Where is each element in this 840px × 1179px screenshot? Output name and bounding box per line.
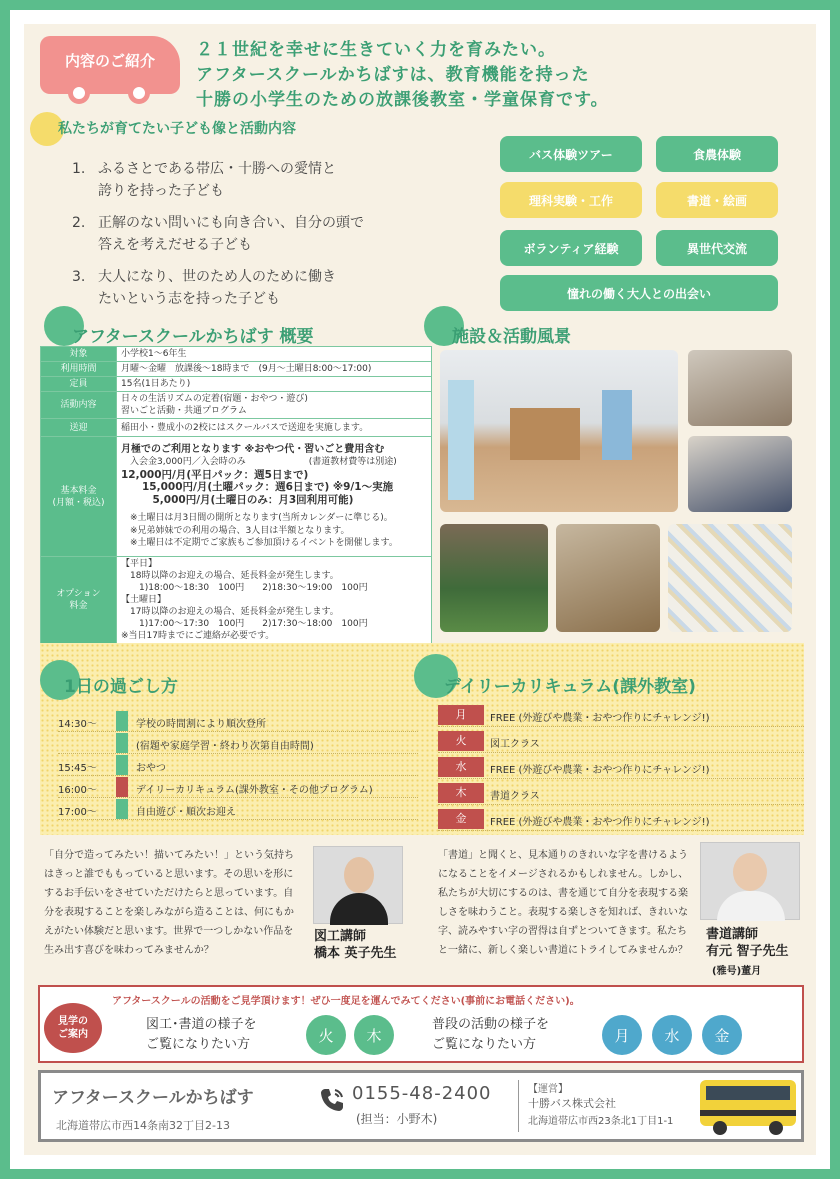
footer-contact-person: (担当：小野木) [356, 1112, 438, 1126]
fee-line: 5,000円/月(土曜日のみ：月3回利用可能) [121, 493, 354, 506]
weekday-label: 火 [438, 731, 484, 751]
operator-label: 【運営】 [528, 1084, 568, 1095]
fee-key: 基本料金 (月額・税込) [41, 437, 117, 557]
option-line: 1)17:00～17:30 100円 2)17:30～18:00 100円 [121, 619, 368, 629]
goal-number: 2. [72, 215, 86, 231]
divider [438, 804, 804, 805]
face-shape [733, 853, 767, 891]
divider [518, 1080, 519, 1132]
option-value [117, 557, 432, 644]
list-item [58, 776, 418, 798]
art-teacher-name: 橋本 英子先生 [314, 946, 397, 961]
visit-badge: 見学の ご案内 [44, 1003, 102, 1053]
schedule-time: 14:30～ [58, 719, 97, 730]
schedule-text: デイリーカリキュラム(課外教室・その他プログラム) [136, 785, 373, 796]
table-row [41, 377, 432, 392]
phone-icon [318, 1086, 346, 1114]
calligraphy-teacher-role: 書道講師 [706, 927, 759, 942]
bus-wheel-icon [68, 82, 90, 104]
schedule-time: 17:00～ [58, 807, 97, 818]
farm-photo [440, 524, 548, 632]
goal-number: 3. [72, 269, 86, 285]
option-line: ※当日17時までにご連絡が必要です。 [121, 631, 275, 641]
door-shape [602, 390, 632, 460]
day-circle: 月 [602, 1015, 642, 1055]
activity-tag: 食農体験 [656, 136, 778, 172]
fee-line: ※兄弟姉妹での利用の場合、3人目は半額となります。 [121, 525, 350, 536]
weekday-label: 月 [438, 705, 484, 725]
calligraphy-teacher-message: 「書道」と聞くと、見本通りのきれいな字を書けるようになることをイメージされるかもしれません。しかし、私たちが大切にするのは、書を通じて自分を表現する楽しさを味わうこと。表現する楽しさを知れば、きれいな字、読みやすい字の習得は自ずとついてきます。私たちと一緒に、新しく楽しい書道にトライしてみませんか？ [438, 850, 689, 956]
row-key: 活動内容 [41, 392, 117, 419]
bus-icon [696, 1074, 800, 1138]
fee-value [117, 437, 432, 557]
option-key: オプション 料金 [41, 557, 117, 644]
curriculum-text: 図工クラス [490, 739, 540, 750]
goal-text: 大人になり、世のため人のために働きたいという志を持った子ども [98, 269, 336, 307]
schedule-text: おやつ [136, 763, 166, 774]
overview-table [40, 346, 432, 644]
divider [438, 726, 804, 727]
visit-left-label: 図工･書道の様子を ご覧になりたい方 [146, 1017, 257, 1052]
schedule-text: 自由遊び・順次お迎え [136, 807, 236, 818]
intro-bus-badge [40, 36, 180, 94]
visit-right-label: 普段の活動の様子を ご覧になりたい方 [432, 1017, 550, 1052]
fee-line: ※土曜日は月3日間の開所となります(当所カレンダーに準じる)。 [121, 513, 393, 523]
list-item [438, 705, 804, 728]
kids-building-photo [688, 350, 792, 426]
headline [196, 38, 806, 113]
footer-school-name: アフタースクールかちばす [52, 1088, 254, 1108]
list-item [58, 754, 418, 776]
goal-text: ふるさとである帯広・十勝への愛情と誇りを持った子ども [98, 161, 336, 199]
row-value: 小学校1～6年生 [117, 347, 432, 362]
fee-line: 入会金3,000円／入会時のみ (書道教材費等は別途) [121, 457, 397, 467]
footer-phone[interactable]: 0155-48-2400 [352, 1083, 492, 1104]
schedule-time: 15:45～ [58, 763, 97, 774]
fee-line: 12,000円/月(平日パック：週5日まで) [121, 468, 309, 481]
calligraphy-teacher-alias: (雅号)董月 [712, 966, 762, 977]
artwork-photo [668, 524, 792, 632]
calligraphy-teacher-name: 有元 智子先生 [706, 944, 789, 959]
curriculum-title: デイリーカリキュラム(課外教室) [444, 677, 696, 697]
activity-tag: バス体験ツアー [500, 136, 642, 172]
goal-item [72, 266, 472, 310]
schedule-time: 16:00～ [58, 785, 97, 796]
weekday-label: 金 [438, 809, 484, 829]
table-row [41, 437, 432, 557]
row-key: 定員 [41, 377, 117, 392]
row-value: 月曜～金曜 放課後～18時まで (9月～土曜日8:00～17:00) [117, 362, 432, 377]
list-item [438, 809, 804, 832]
schedule-title: 1日の過ごし方 [64, 677, 178, 697]
fee-line: ※土曜日は不定期でご家族もご参加頂けるイベントを開催します。 [121, 538, 398, 548]
list-item [438, 731, 804, 754]
table-row [41, 392, 432, 419]
kids-drawing-photo [688, 436, 792, 512]
row-key: 利用時間 [41, 362, 117, 377]
day-circle: 金 [702, 1015, 742, 1055]
row-value: 15名(1日あたり) [117, 377, 432, 392]
schedule-bar [116, 733, 128, 753]
activity-tag: 理科実験・工作 [500, 182, 642, 218]
art-teacher-role: 図工講師 [314, 929, 367, 944]
calligraphy-teacher-portrait [700, 842, 800, 920]
activity-tag: 書道・絵画 [656, 182, 778, 218]
goal-number: 1. [72, 161, 86, 177]
schedule-bar [116, 777, 128, 797]
headline-line: 十勝の小学生のための放課後教室・学童保育です。 [196, 90, 609, 110]
option-line: 【土曜日】 [121, 595, 167, 605]
schedule-bar [116, 799, 128, 819]
list-item [58, 732, 418, 754]
day-circle: 水 [652, 1015, 692, 1055]
operator-name: 十勝バス株式会社 [528, 1097, 616, 1110]
curriculum-text: FREE (外遊びや農業・おやつ作りにチャレンジ!) [490, 713, 710, 724]
row-key: 送迎 [41, 419, 117, 437]
curriculum-text: 書道クラス [490, 791, 540, 802]
goal-text: 正解のない問いにも向き合い、自分の頭で答えを考えだせる子ども [98, 215, 364, 253]
headline-line: アフタースクールかちばすは、教育機能を持った [196, 65, 590, 85]
bus-wheel-icon [128, 82, 150, 104]
window-shape [448, 380, 474, 500]
divider [438, 752, 804, 753]
day-circle: 木 [354, 1015, 394, 1055]
overview-title: アフタースクールかちばす 概要 [72, 327, 314, 347]
art-teacher-portrait [313, 846, 403, 924]
divider [438, 830, 804, 831]
activity-tag: ボランティア経験 [500, 230, 642, 266]
footer-operator [528, 1083, 673, 1129]
list-item [58, 798, 418, 820]
schedule-list [58, 710, 418, 820]
footer-address: 北海道帯広市西14条南32丁目2-13 [56, 1119, 230, 1132]
curriculum-list [438, 705, 804, 835]
body-shape [330, 893, 388, 925]
visit-note: アフタースクールの活動をご見学頂けます！ぜひ一度足を運んでみてください(事前にお電話ください)。 [112, 996, 580, 1007]
table-row [41, 419, 432, 437]
option-line: 1)18:00～18:30 100円 2)18:30～19:00 100円 [121, 583, 368, 593]
schedule-text: (宿題や家庭学習・終わり次第自由時間) [136, 741, 314, 752]
option-line: 18時以降のお迎えの場合、延長料金が発生します。 [121, 571, 339, 581]
goals-list [72, 158, 472, 320]
weekday-label: 木 [438, 783, 484, 803]
row-value: 稲田小・豊成小の2校にはスクールバスで送迎を実施します。 [117, 419, 432, 437]
table-row [41, 362, 432, 377]
option-line: 【平日】 [121, 559, 158, 569]
schedule-bar [116, 711, 128, 731]
activity-tag: 異世代交流 [656, 230, 778, 266]
goal-item [72, 212, 472, 256]
row-value: 日々の生活リズムの定着(宿題・おやつ・遊び) 習いごと活動・共通プログラム [117, 392, 432, 419]
divider [58, 819, 418, 820]
face-shape [344, 857, 374, 893]
shelf-shape [510, 408, 580, 460]
weekday-label: 水 [438, 757, 484, 777]
divider [438, 778, 804, 779]
row-key: 対象 [41, 347, 117, 362]
list-item [438, 757, 804, 780]
option-line: 17時以降のお迎えの場合、延長料金が発生します。 [121, 607, 339, 617]
art-teacher-message: 「自分で造ってみたい！描いてみたい！」という気持ちはきっと誰でももっていると思います。その思いを形にするお手伝いをさせていただけたらと思っています。自分を表現することを楽しみながら造ることは、何にもかえがたい体験だと思います。世界で一つしかない作品を生み出す喜びを味わってみませんか？ [44, 850, 294, 956]
list-item [438, 783, 804, 806]
classroom-photo [440, 350, 678, 512]
table-row [41, 347, 432, 362]
goals-title: 私たちが育てたい子ども像と活動内容 [58, 121, 296, 137]
photos-title: 施設＆活動風景 [452, 327, 571, 347]
fee-line: 15,000円/月(土曜パック：週6日まで) ※9/1～実施 [121, 481, 394, 493]
curriculum-text: FREE (外遊びや農業・おやつ作りにチャレンジ!) [490, 817, 710, 828]
schedule-text: 学校の時間割により順次登所 [136, 719, 266, 730]
body-shape [717, 891, 785, 921]
day-circle: 火 [306, 1015, 346, 1055]
schedule-bar [116, 755, 128, 775]
goal-item [72, 158, 472, 202]
intro-badge-text: 内容のご紹介 [64, 52, 155, 70]
operator-address: 北海道帯広市西23条北1丁目1-1 [528, 1116, 674, 1127]
list-item [58, 710, 418, 732]
table-row [41, 557, 432, 644]
activity-tag: 憧れの働く大人との出会い [500, 275, 778, 311]
snack-making-photo [556, 524, 660, 632]
curriculum-text: FREE (外遊びや農業・おやつ作りにチャレンジ!) [490, 765, 710, 776]
headline-line: ２１世紀を幸せに生きていく力を育みたい。 [196, 40, 556, 60]
fee-line: 月極でのご利用となります ※おやつ代・習いごと費用含む [121, 443, 385, 455]
